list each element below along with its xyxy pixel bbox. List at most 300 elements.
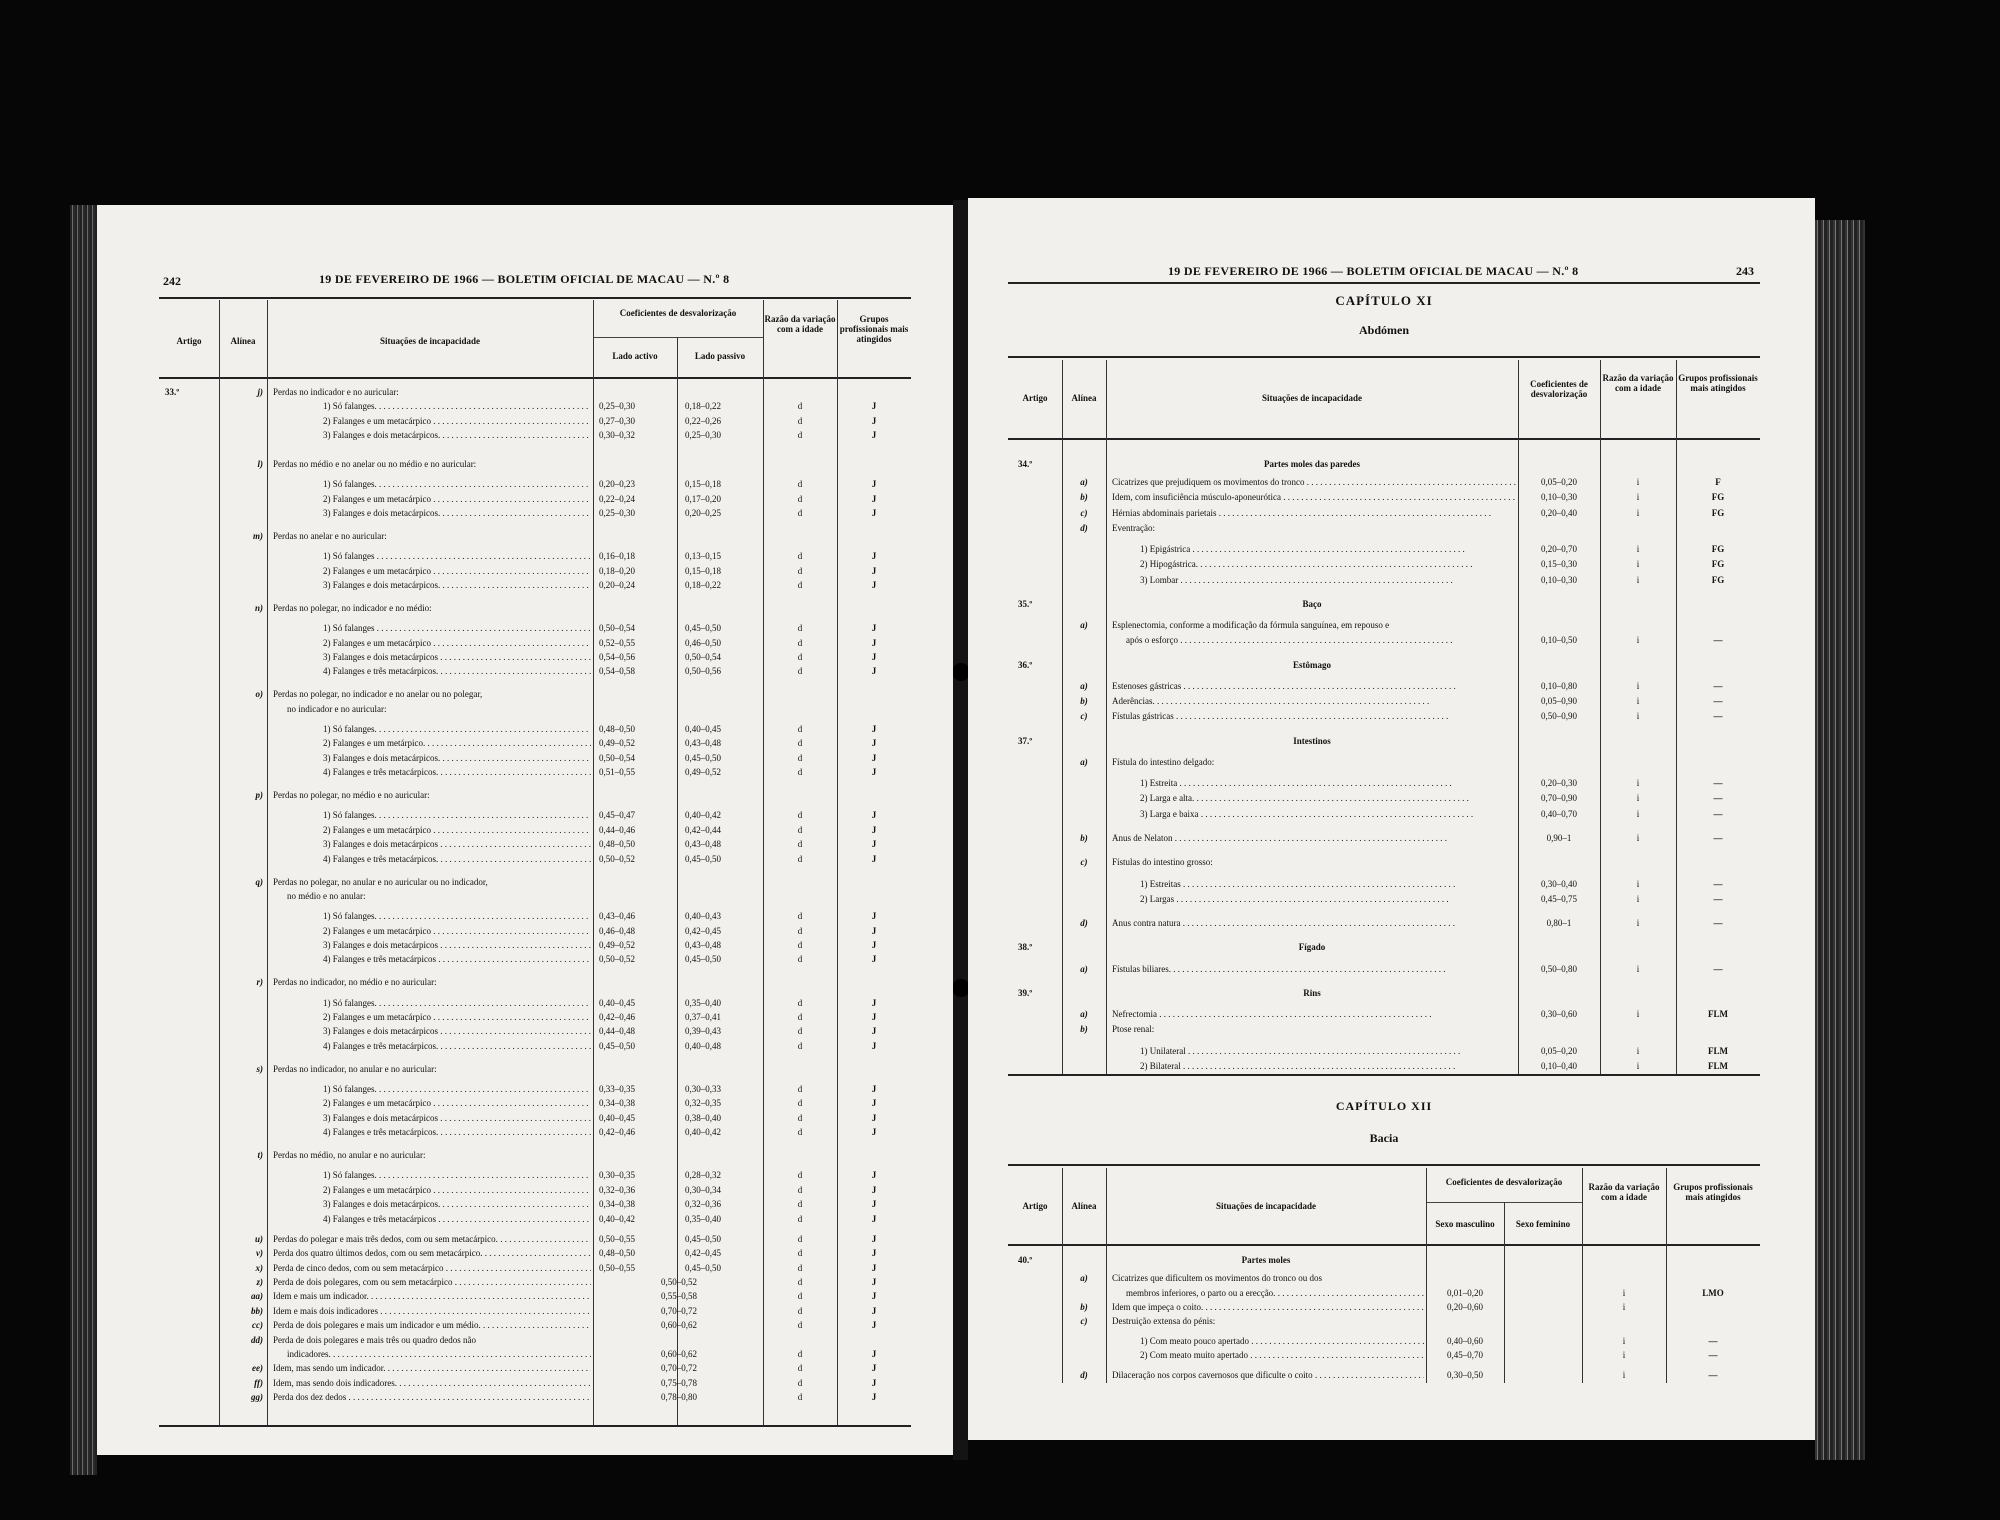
lado-activo-value: 0,34–0,38 <box>599 1199 635 1210</box>
coef-value: 0,20–0,60 <box>1447 1301 1483 1312</box>
left-page <box>97 205 953 1455</box>
lado-activo-value: 0,16–0,18 <box>599 551 635 562</box>
grupo-value: J <box>871 925 877 936</box>
razao-value: d <box>797 824 803 835</box>
situacao-text: Idem, mas sendo um indicador. . . . <box>273 1364 591 1373</box>
situacao-text: 3) Falanges e dois metacárpicos . . . <box>323 1027 591 1036</box>
coef-value: 0,70–0,72 <box>661 1363 697 1374</box>
alinea-label: c) <box>1080 711 1088 722</box>
alinea-label: b) <box>1080 696 1088 707</box>
grupo-value: — <box>1713 878 1723 889</box>
alinea-label: d) <box>1080 918 1088 929</box>
lado-passivo-value: 0,50–0,56 <box>685 666 721 677</box>
coef-value: 0,50–0,80 <box>1541 963 1577 974</box>
alinea-label: c) <box>1080 1316 1088 1327</box>
lado-activo-value: 0,49–0,52 <box>599 738 635 749</box>
razao-value: i <box>1622 1335 1626 1346</box>
grupo-value: J <box>871 1184 877 1195</box>
grupo-value: J <box>871 839 877 850</box>
lado-passivo-value: 0,45–0,50 <box>685 752 721 763</box>
grupo-value: J <box>871 637 877 648</box>
section-heading: Estômago <box>1293 659 1331 670</box>
grupo-value: J <box>871 551 877 562</box>
grupo-value: LMO <box>1702 1287 1724 1298</box>
grupo-value: J <box>871 1377 877 1388</box>
lado-activo-value: 0,30–0,32 <box>599 430 635 441</box>
grupo-value: J <box>871 666 877 677</box>
grupo-value: J <box>871 1348 877 1359</box>
lado-activo-value: 0,50–0,52 <box>599 954 635 965</box>
razao-value: d <box>797 623 803 634</box>
situacao-text: 1) Só falanges. . . . <box>323 402 591 411</box>
situacao-text: Perdas no polegar, no indicador e no anelar ou no polegar, <box>273 690 483 700</box>
col-fem: Sexo feminino <box>1515 1219 1571 1229</box>
lado-passivo-value: 0,40–0,45 <box>685 723 721 734</box>
lado-passivo-value: 0,43–0,48 <box>685 738 721 749</box>
razao-value: i <box>1636 1009 1640 1020</box>
lado-activo-value: 0,46–0,48 <box>599 925 635 936</box>
situacao-text: 2) Com meato muito apertado . . . <box>1140 1351 1424 1360</box>
book-edge-left <box>70 205 97 1475</box>
situacao-text: 3) Falanges e dois metacárpicos. . . . <box>323 431 591 440</box>
lado-activo-value: 0,54–0,58 <box>599 666 635 677</box>
razao-value: d <box>797 1276 803 1287</box>
alinea-label: s) <box>256 1063 263 1074</box>
alinea-label: a) <box>1080 756 1088 767</box>
page-number: 242 <box>163 274 181 288</box>
alinea-label: b) <box>1080 492 1088 503</box>
razao-value: d <box>797 1248 803 1259</box>
book-spine <box>953 200 968 1460</box>
lado-passivo-value: 0,30–0,33 <box>685 1083 721 1094</box>
situacao-text: Perda de dois polegares e mais três ou quadro dedos não <box>273 1335 476 1345</box>
lado-activo-value: 0,27–0,30 <box>599 415 635 426</box>
col-situacoes-2: Situações de incapacidade <box>1215 1201 1316 1211</box>
situacao-text: 2) Falanges e um metacárpico . . . <box>323 417 591 426</box>
razao-value: d <box>797 493 803 504</box>
grupo-value: J <box>871 767 877 778</box>
lado-passivo-value: 0,22–0,26 <box>685 415 721 426</box>
grupo-value: J <box>871 1083 877 1094</box>
razao-value: d <box>797 839 803 850</box>
grupo-value: J <box>871 1291 877 1302</box>
right-page <box>968 198 1815 1440</box>
razao-value: i <box>1636 918 1640 929</box>
situacao-text: Esplenectomia, conforme a modificação da fórmula sanguínea, em repouso e <box>1112 621 1390 631</box>
section-heading: Rins <box>1303 987 1321 998</box>
coef-value: 0,78–0,80 <box>661 1392 697 1403</box>
lado-activo-value: 0,49–0,52 <box>599 939 635 950</box>
artigo-number: 33.º <box>165 387 180 397</box>
razao-value: i <box>1636 893 1640 904</box>
situacao-text: após o esforço . . . <box>1126 636 1516 645</box>
lado-activo-value: 0,18–0,20 <box>599 565 635 576</box>
razao-value: i <box>1636 635 1640 646</box>
coef-value: 0,80–1 <box>1546 918 1572 929</box>
situacao-text: 2) Larga e alta. . . . <box>1140 794 1516 803</box>
grupo-value: FG <box>1711 574 1725 585</box>
lado-activo-value: 0,25–0,30 <box>599 401 635 412</box>
lado-activo-value: 0,22–0,24 <box>599 493 635 504</box>
situacao-text: Idem e mais um indicador. . . . <box>273 1292 591 1301</box>
situacao-text: 3) Falanges e dois metacárpicos . . . <box>323 653 591 662</box>
razao-value: d <box>797 1098 803 1109</box>
grupo-value: — <box>1713 893 1723 904</box>
lado-passivo-value: 0,45–0,50 <box>685 853 721 864</box>
situacao-text: Perdas do polegar e mais três dedos, com ou sem metacárpico. . . . <box>273 1235 591 1244</box>
chapter-title-2: Bacia <box>1369 1131 1399 1145</box>
grupo-value: FG <box>1711 507 1725 518</box>
alinea-label: b) <box>1080 832 1088 843</box>
alinea-label: gg) <box>251 1392 263 1403</box>
coef-value: 0,45–0,75 <box>1541 893 1577 904</box>
situacao-text: 2) Falanges e um metacárpico . . . <box>323 639 591 648</box>
grupo-value: J <box>871 651 877 662</box>
situacao-text: 2) Hipogástrica. . . . <box>1140 560 1516 569</box>
situacao-text: 3) Lombar . . . <box>1140 576 1516 585</box>
situacao-text: 1) Só falanges. . . . <box>323 999 591 1008</box>
razao-value: d <box>797 551 803 562</box>
lado-activo-value: 0,48–0,50 <box>599 723 635 734</box>
col-alinea: Alínea <box>230 336 256 346</box>
razao-value: d <box>797 666 803 677</box>
chapter-title: Abdómen <box>1358 323 1409 337</box>
alinea-label: z) <box>256 1276 263 1287</box>
grupo-value: J <box>871 1276 877 1287</box>
grupo-value: J <box>871 824 877 835</box>
grupo-value: J <box>871 623 877 634</box>
coef-value: 0,10–0,40 <box>1541 1060 1577 1071</box>
grupo-value: — <box>1713 793 1723 804</box>
razao-value: i <box>1636 832 1640 843</box>
situacao-text: Perdas no indicador, no anular e no auricular: <box>273 1064 437 1074</box>
alinea-label: a) <box>1080 1009 1088 1020</box>
situacao-text: 2) Largas . . . <box>1140 895 1516 904</box>
alinea-label: j) <box>257 387 263 397</box>
situacao-text: 1) Só falanges . . . <box>323 552 591 561</box>
grupo-value: J <box>871 939 877 950</box>
artigo-number: 35.º <box>1018 598 1033 609</box>
col-razao: Razão da variação com a idade <box>1602 373 1674 393</box>
situacao-text: 3) Falanges e dois metacárpicos. . . . <box>323 1200 591 1209</box>
grupo-value: J <box>871 1363 877 1374</box>
situacao-text: Dilaceração nos corpos cavernosos que dificulte o coito . . . <box>1112 1371 1424 1380</box>
grupo-value: — <box>1708 1350 1718 1361</box>
situacao-text: 4) Falanges e três metacárpicos. . . . <box>323 1042 591 1051</box>
coef-value: 0,20–0,30 <box>1541 778 1577 789</box>
alinea-label: c) <box>1080 507 1088 518</box>
grupo-value: J <box>871 1320 877 1331</box>
coef-value: 0,60–0,62 <box>661 1348 697 1359</box>
grupo-value: F <box>1715 477 1721 488</box>
situacao-text: 2) Falanges e um metacárpico . . . <box>323 826 591 835</box>
alinea-label: d) <box>1080 1370 1088 1381</box>
situacao-text: Eventração: <box>1112 523 1155 533</box>
grupo-value: J <box>871 401 877 412</box>
razao-value: d <box>797 1213 803 1224</box>
lado-passivo-value: 0,37–0,41 <box>685 1011 721 1022</box>
grupo-value: J <box>871 493 877 504</box>
grupo-value: — <box>1713 635 1723 646</box>
lado-activo-value: 0,50–0,54 <box>599 623 635 634</box>
alinea-label: cc) <box>252 1320 263 1331</box>
lado-activo-value: 0,48–0,50 <box>599 1248 635 1259</box>
lado-passivo-value: 0,18–0,22 <box>685 401 721 412</box>
razao-value: i <box>1622 1301 1626 1312</box>
situacao-text: Perda de dois polegares, com ou sem metacárpico . . . <box>273 1278 591 1287</box>
razao-value: d <box>797 1083 803 1094</box>
lado-passivo-value: 0,45–0,50 <box>685 1262 721 1273</box>
razao-value: i <box>1636 878 1640 889</box>
razao-value: i <box>1636 793 1640 804</box>
situacao-text: Aderências. . . . <box>1112 697 1516 706</box>
lado-activo-value: 0,50–0,55 <box>599 1233 635 1244</box>
situacao-text: Hérnias abdominais parietais . . . <box>1112 509 1516 518</box>
lado-passivo-value: 0,13–0,15 <box>685 551 721 562</box>
grupo-value: — <box>1713 963 1723 974</box>
col-coef: Coeficientes de desvalorização <box>1530 379 1588 399</box>
razao-value: d <box>797 1184 803 1195</box>
grupo-value: FLM <box>1708 1009 1728 1020</box>
coef-value: 0,40–0,60 <box>1447 1335 1483 1346</box>
grupo-value: J <box>871 810 877 821</box>
lado-passivo-value: 0,18–0,22 <box>685 579 721 590</box>
grupo-value: FG <box>1711 544 1725 555</box>
situacao-text: 1) Estreita . . . <box>1140 779 1516 788</box>
razao-value: d <box>797 1291 803 1302</box>
situacao-text: 1) Unilateral . . . <box>1140 1047 1516 1056</box>
coef-value: 0,40–0,70 <box>1541 808 1577 819</box>
situacao-text: Fístulas do intestino grosso: <box>1112 858 1213 868</box>
grupo-value: J <box>871 1305 877 1316</box>
situacao-text: 4) Falanges e três metacárpicos. . . . <box>323 667 591 676</box>
lado-activo-value: 0,25–0,30 <box>599 507 635 518</box>
grupo-value: J <box>871 1170 877 1181</box>
lado-activo-value: 0,51–0,55 <box>599 767 635 778</box>
grupo-value: FLM <box>1708 1060 1728 1071</box>
situacao-text: 1) Só falanges. . . . <box>323 811 591 820</box>
lado-passivo-value: 0,40–0,48 <box>685 1040 721 1051</box>
situacao-text: Idem, com insuficiência músculo-aponeurótica . . . <box>1112 493 1516 502</box>
coef-value: 0,50–0,90 <box>1541 711 1577 722</box>
situacao-text: 4) Falanges e três metacárpicos. . . . <box>323 768 591 777</box>
coef-value: 0,10–0,30 <box>1541 574 1577 585</box>
alinea-label: v) <box>256 1248 263 1259</box>
col-alinea-2: Alínea <box>1071 1201 1097 1211</box>
razao-value: d <box>797 911 803 922</box>
razao-value: d <box>797 1392 803 1403</box>
alinea-label: aa) <box>251 1291 263 1302</box>
situacao-text: 3) Falanges e dois metacárpicos . . . <box>323 1114 591 1123</box>
situacao-text: Cicatrizes que prejudiquem os movimentos do tronco . . . <box>1112 478 1516 487</box>
situacao-text: 2) Falanges e um metacárpico . . . <box>323 1013 591 1022</box>
razao-value: i <box>1622 1370 1626 1381</box>
razao-value: d <box>797 1011 803 1022</box>
situacao-text: 2) Falanges e um metacárpico . . . <box>323 1099 591 1108</box>
situacao-text: Ptose renal: <box>1112 1025 1155 1035</box>
coef-value: 0,20–0,40 <box>1541 507 1577 518</box>
razao-value: d <box>797 1305 803 1316</box>
grupo-value: J <box>871 997 877 1008</box>
grupo-value: J <box>871 507 877 518</box>
coef-value: 0,60–0,62 <box>661 1320 697 1331</box>
lado-passivo-value: 0,46–0,50 <box>685 637 721 648</box>
razao-value: i <box>1636 559 1640 570</box>
razao-value: d <box>797 1127 803 1138</box>
lado-passivo-value: 0,32–0,35 <box>685 1098 721 1109</box>
alinea-label: b) <box>1080 1301 1088 1312</box>
situacao-text: Perdas no médio e no anelar ou no médio e no auricular: <box>273 460 477 469</box>
razao-value: d <box>797 925 803 936</box>
grupo-value: — <box>1708 1335 1718 1346</box>
situacao-text: 3) Larga e baixa . . . <box>1140 810 1516 819</box>
situacao-text: 2) Falanges e um metacárpico . . . <box>323 927 591 936</box>
lado-activo-value: 0,52–0,55 <box>599 637 635 648</box>
situacao-text: 1) Com meato pouco apertado . . . <box>1140 1337 1424 1346</box>
chapter-heading: CAPÍTULO XI <box>1335 293 1433 308</box>
situacao-text: Perda de dois polegares e mais um indicador e um médio. . . . <box>273 1321 591 1330</box>
razao-value: d <box>797 1348 803 1359</box>
alinea-label: t) <box>257 1150 263 1161</box>
lado-activo-value: 0,48–0,50 <box>599 839 635 850</box>
lado-passivo-value: 0,40–0,42 <box>685 1127 721 1138</box>
razao-value: i <box>1636 711 1640 722</box>
grupo-value: FLM <box>1708 1045 1728 1056</box>
situacao-text: Fístula do intestino delgado: <box>1112 757 1215 767</box>
situacao-text: Perdas no indicador, no médio e no auricular: <box>273 978 437 988</box>
grupo-value: J <box>871 415 877 426</box>
razao-value: d <box>797 651 803 662</box>
page-number: 243 <box>1736 264 1754 278</box>
coef-value: 0,15–0,30 <box>1541 559 1577 570</box>
razao-value: i <box>1636 544 1640 555</box>
situacao-text: Perda dos quatro últimos dedos, com ou sem metacárpico. . . . <box>273 1249 591 1258</box>
grupo-value: J <box>871 738 877 749</box>
situacao-text: Perdas no polegar, no médio e no auricular: <box>273 791 430 801</box>
lado-activo-value: 0,45–0,47 <box>599 810 635 821</box>
section-heading: Baço <box>1302 598 1322 609</box>
lado-passivo-value: 0,43–0,48 <box>685 839 721 850</box>
razao-value: i <box>1636 680 1640 691</box>
alinea-label: d) <box>1080 522 1088 533</box>
lado-passivo-value: 0,25–0,30 <box>685 430 721 441</box>
situacao-text: Fístulas gástricas . . . <box>1112 712 1516 721</box>
alinea-label: a) <box>1080 1273 1088 1284</box>
grupo-value: FG <box>1711 492 1725 503</box>
section-heading: Partes moles <box>1241 1255 1291 1265</box>
coef-value: 0,01–0,20 <box>1447 1287 1483 1298</box>
lado-passivo-value: 0,45–0,50 <box>685 1233 721 1244</box>
alinea-label: bb) <box>251 1305 263 1316</box>
coef-value: 0,30–0,60 <box>1541 1009 1577 1020</box>
grupo-value: J <box>871 1392 877 1403</box>
grupo-value: J <box>871 1233 877 1244</box>
lado-activo-value: 0,43–0,46 <box>599 911 635 922</box>
grupo-value: J <box>871 1040 877 1051</box>
col-grupos: Grupos profissionais mais atingidos <box>839 314 909 344</box>
situacao-text: 1) Só falanges. . . . <box>323 725 591 734</box>
razao-value: i <box>1636 477 1640 488</box>
grupo-value: J <box>871 565 877 576</box>
lado-passivo-value: 0,50–0,54 <box>685 651 721 662</box>
alinea-label: r) <box>256 977 263 988</box>
razao-value: d <box>797 723 803 734</box>
situacao-text: 3) Falanges e dois metacárpicos. . . . <box>323 754 591 763</box>
razao-value: d <box>797 415 803 426</box>
coef-value: 0,10–0,80 <box>1541 680 1577 691</box>
coef-value: 0,05–0,20 <box>1541 1045 1577 1056</box>
col-coef-2: Coeficientes de desvalorização <box>1445 1177 1563 1187</box>
razao-value: d <box>797 1320 803 1331</box>
situacao-text: Perdas no polegar, no anular e no auricular ou no indicador, <box>273 877 488 887</box>
lado-passivo-value: 0,35–0,40 <box>685 1213 721 1224</box>
razao-value: d <box>797 479 803 490</box>
lado-passivo-value: 0,15–0,18 <box>685 565 721 576</box>
artigo-number: 39.º <box>1018 987 1033 998</box>
lado-passivo-value: 0,43–0,48 <box>685 939 721 950</box>
coef-value: 0,20–0,70 <box>1541 544 1577 555</box>
situacao-text: 1) Epigástrica . . . <box>1140 545 1516 554</box>
razao-value: i <box>1636 963 1640 974</box>
artigo-number: 36.º <box>1018 659 1033 670</box>
coef-value: 0,10–0,30 <box>1541 492 1577 503</box>
situacao-text: Destruição extensa do pénis: <box>1112 1317 1216 1327</box>
situacao-text: Fístulas biliares. . . . <box>1112 965 1516 974</box>
lado-activo-value: 0,50–0,54 <box>599 752 635 763</box>
razao-value: d <box>797 752 803 763</box>
lado-activo-value: 0,54–0,56 <box>599 651 635 662</box>
grupo-value: — <box>1713 696 1723 707</box>
artigo-number: 34.º <box>1018 459 1033 469</box>
alinea-label: o) <box>255 689 263 700</box>
alinea-label: a) <box>1080 620 1088 631</box>
razao-value: d <box>797 637 803 648</box>
alinea-label: a) <box>1080 963 1088 974</box>
situacao-text: 3) Falanges e dois metacárpicos . . . <box>323 840 591 849</box>
situacao-text: no indicador e no auricular: <box>287 704 387 714</box>
situacao-text: Ânus contra natura . . . <box>1112 919 1516 928</box>
coef-value: 0,30–0,50 <box>1447 1370 1483 1381</box>
grupo-value: — <box>1708 1370 1718 1381</box>
alinea-label: n) <box>254 603 263 613</box>
situacao-text: Perdas no indicador e no auricular: <box>273 388 399 397</box>
alinea-label: b) <box>1080 1024 1088 1035</box>
lado-passivo-value: 0,17–0,20 <box>685 493 721 504</box>
lado-passivo-value: 0,28–0,32 <box>685 1170 721 1181</box>
coef-value: 0,55–0,58 <box>661 1291 697 1302</box>
razao-value: d <box>797 1199 803 1210</box>
lado-activo-value: 0,44–0,46 <box>599 824 635 835</box>
razao-value: d <box>797 1170 803 1181</box>
artigo-number: 38.º <box>1018 942 1033 953</box>
section-heading: Fígado <box>1298 942 1326 953</box>
col-grupos: Grupos profissionais mais atingidos <box>1678 373 1758 393</box>
lado-passivo-value: 0,45–0,50 <box>685 623 721 634</box>
razao-value: d <box>797 565 803 576</box>
grupo-value: J <box>871 579 877 590</box>
grupo-value: J <box>871 1262 877 1273</box>
lado-passivo-value: 0,35–0,40 <box>685 997 721 1008</box>
grupo-value: J <box>871 752 877 763</box>
situacao-text: 1) Só falanges. . . . <box>323 912 591 921</box>
lado-activo-value: 0,33–0,35 <box>599 1083 635 1094</box>
coef-value: 0,50–0,52 <box>661 1276 697 1287</box>
lado-activo-value: 0,20–0,24 <box>599 579 635 590</box>
razao-value: d <box>797 1262 803 1273</box>
lado-activo-value: 0,50–0,52 <box>599 853 635 864</box>
lado-activo-value: 0,44–0,48 <box>599 1026 635 1037</box>
page-header: 19 DE FEVEREIRO DE 1966 — BOLETIM OFICIAL DE MACAU — N.º 8 <box>319 272 730 286</box>
